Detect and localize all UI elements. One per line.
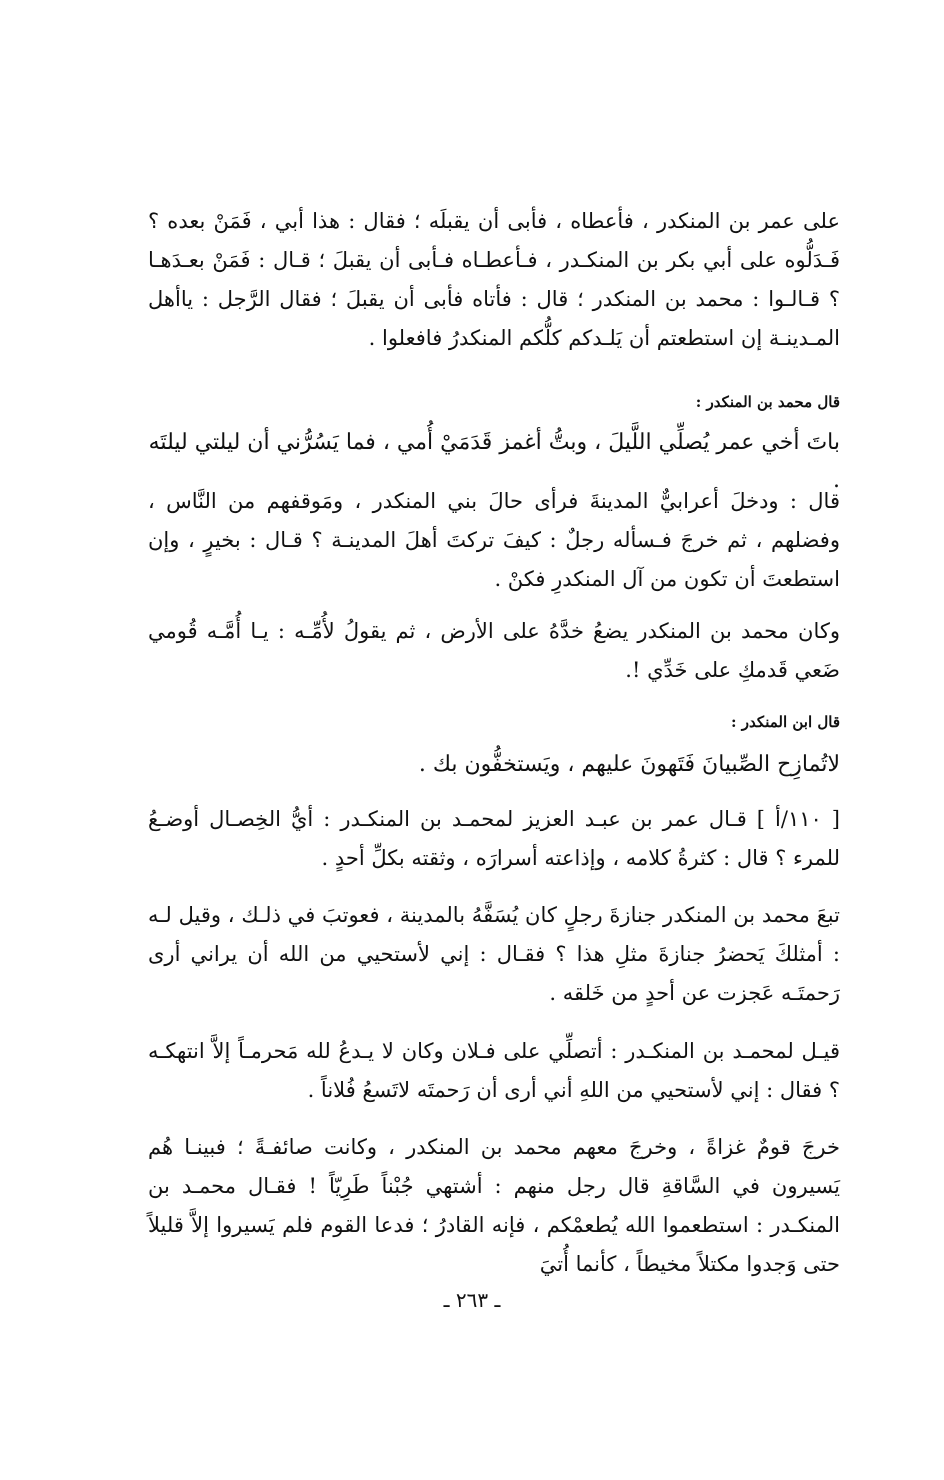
paragraph-3: وكان محمد بن المنكدر يضعُ خدَّهُ على الأرض ، ثم يقولُ لأُمِّـه : يـا أُمَّـه قُومي ضَعي قَدمكِ على خَدِّي !. [148,619,840,682]
paragraph-4: [ ١١٠/أ ] قـال عمر بن عبـد العزيز لمحمـد بن المنكـدر : أيُّ الخِصـال أوضـعُ للمرء ؟ قال : كثرةُ كلامه ، وإذاعته أسرارَه ، وثقته بكلِّ أحدٍ . [148,807,840,870]
paragraph-6: قيـل لمحمـد بن المنكـدر : أتصلِّي على فـلان وكان لا يـدعُ لله مَحرمـاً إلاَّ انتهكـه ؟ فقال : إني لأستحيي من اللهِ أني أرى أن رَحمتَه لاتَسعُ فُلاناً . [148,1039,840,1102]
page-number: ـ ٢٦٣ ـ [443,1288,501,1312]
paragraph-2: قال : ودخلَ أعرابيٌّ المدينةَ فرأى حالَ بني المنكدر ، ومَوقفهم من النَّاس ، وفضلهم ، ثم خرجَ فـسأله رجلٌ : كيفَ تركتَ أهلَ المدينـة ؟ قـال : بخيرٍ ، وإن استطعتَ أن تكون من آل المنكدرِ فكنْ . [148,489,840,591]
heading-ibn-almunkadir-1: قال محمد بن المنكدر : [695,393,840,411]
paragraph-1: على عمر بن المنكدر ، فأعطاه ، فأبى أن يقبلَه ؛ فقال : هذا أبي ، فَمَنْ بعده ؟ فَـدَلُّوه على أبي بكر بن المنكـدر ، فـأعطـاه فـأبى أن يقبلَ ؛ قـال : فَمَنْ بعـدَهـا ؟ قـالـوا : محمد بن المنكدر ؛ قال : فأتاه فأبى أن يقبلَ ؛ فقال الرَّجل : ياأهل المـدينـة إن استطعتم أن يَلـدكم كلُّكم المنكدرُ فافعلوا . [148,209,840,350]
quote-2: لاتُمازِح الصِّبيانَ فَتَهونَ عليهم ، ويَستخفُّون بك . [418,752,840,777]
heading-ibn-almunkadir-2: قال ابن المنكدر : [731,713,840,731]
quote-1: باتَ أخي عمر يُصلِّي اللَّيلَ ، وبتُّ أغمز قَدَمَيْ أُمي ، فما يَسُرُّني أن ليلتي ليلتَه . [148,430,840,493]
paragraph-7: خرجَ قومٌ غزاةً ، وخرجَ معهم محمد بن المنكدر ، وكانت صائفـةً ؛ فبينـا هُم يَسيرون في السَّاقةِ قال رجل منهم : أشتهي جُبْناً طَرِيّاً ! فقـال محمـد بن المنكـدر : استطعموا الله يُطعمْكم ، فإنه القادرُ ؛ فدعا القوم فلم يَسيروا إلاَّ قليلاً حتى وَجدوا مكتلاً مخيطاً ، كأنما أُتيَ [148,1135,840,1276]
paragraph-5: تبعَ محمد بن المنكدر جنازةَ رجلٍ كان يُسَفَّهُ بالمدينة ، فعوتبَ في ذلـك ، وقيل لـه : أمثلكَ يَحضرُ جنازةَ مثلِ هذا ؟ فقـال : إني لأستحيي من الله أن يراني أرى رَحمتَـه عَجزت عن أحدٍ من خَلقه . [148,903,840,1005]
